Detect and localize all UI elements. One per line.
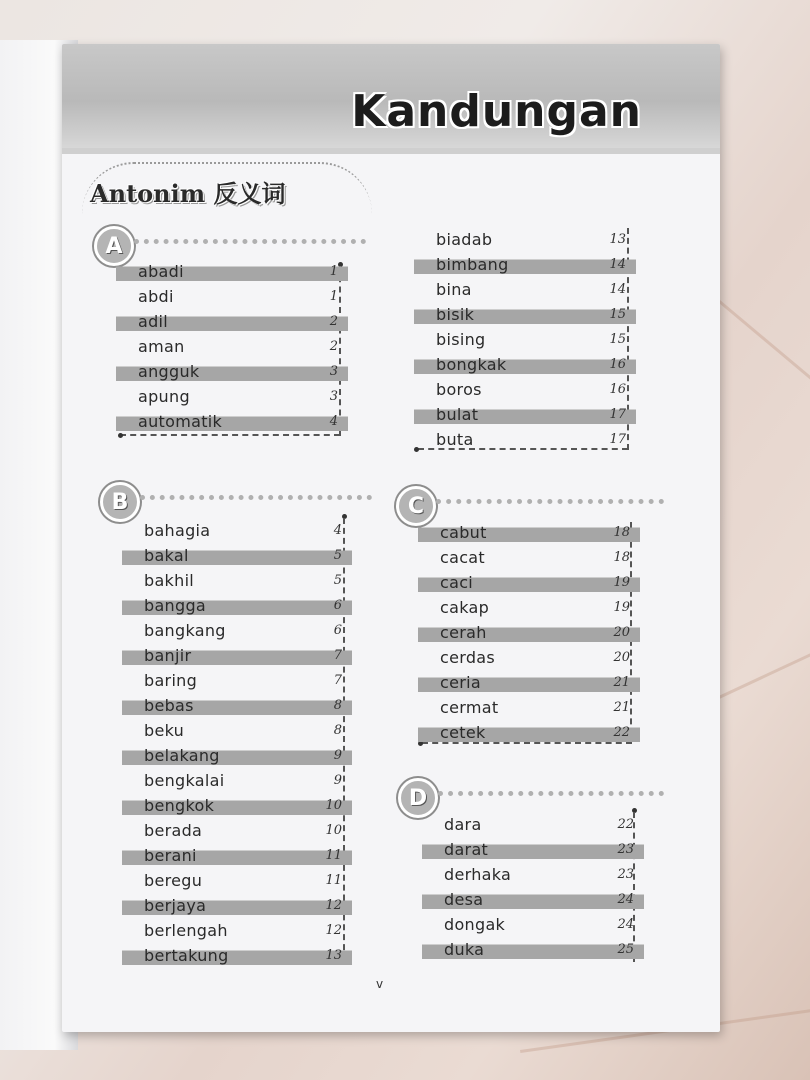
list-item[interactable]: buta 17 bbox=[436, 430, 626, 449]
list-item[interactable]: bakal 5 bbox=[122, 543, 352, 568]
list-item[interactable]: derhaka 23 bbox=[444, 865, 634, 884]
group-d-list bbox=[422, 812, 644, 962]
list-item[interactable]: bising 15 bbox=[436, 330, 626, 349]
list-item[interactable]: cetek 22 bbox=[418, 720, 640, 745]
page-title: Kandungan bbox=[351, 86, 642, 137]
letter-badge-b: B bbox=[100, 482, 140, 522]
list-item[interactable]: dongak 24 bbox=[444, 915, 634, 934]
dotted-line bbox=[134, 239, 366, 244]
list-item[interactable]: bina 14 bbox=[436, 280, 626, 299]
list-item[interactable]: berlengah 12 bbox=[144, 921, 342, 940]
list-item[interactable]: dara 22 bbox=[444, 815, 634, 834]
group-b-list bbox=[122, 518, 352, 968]
list-item[interactable]: baring 7 bbox=[144, 671, 342, 690]
list-item[interactable]: bengkok 10 bbox=[122, 793, 352, 818]
list-item[interactable]: bangkang 6 bbox=[144, 621, 342, 640]
list-item[interactable]: abdi 1 bbox=[138, 287, 338, 306]
list-item[interactable]: abadi 1 bbox=[116, 259, 348, 284]
letter-badge-a: A bbox=[94, 226, 134, 266]
list-item[interactable]: bangga 6 bbox=[122, 593, 352, 618]
list-item[interactable]: automatik 4 bbox=[116, 409, 348, 434]
page-number: v bbox=[376, 977, 384, 991]
list-item[interactable]: darat 23 bbox=[422, 837, 644, 862]
frame-border bbox=[120, 434, 340, 436]
section-title: Antonim 反义词 bbox=[90, 179, 286, 208]
list-item[interactable]: apung 3 bbox=[138, 387, 338, 406]
list-item[interactable]: duka 25 bbox=[422, 937, 644, 962]
dotted-line bbox=[436, 499, 664, 504]
list-item[interactable]: belakang 9 bbox=[122, 743, 352, 768]
list-item[interactable]: desa 24 bbox=[422, 887, 644, 912]
list-item[interactable]: bebas 8 bbox=[122, 693, 352, 718]
list-item[interactable]: beku 8 bbox=[144, 721, 342, 740]
list-item[interactable]: bengkalai 9 bbox=[144, 771, 342, 790]
list-item[interactable]: cermat 21 bbox=[440, 698, 630, 717]
marble-vein bbox=[718, 300, 810, 405]
dotted-line bbox=[140, 495, 372, 500]
marble-vein bbox=[710, 641, 810, 703]
list-item[interactable]: berjaya 12 bbox=[122, 893, 352, 918]
dotted-line bbox=[438, 791, 664, 796]
list-item[interactable]: berada 10 bbox=[144, 821, 342, 840]
group-c-list bbox=[418, 520, 640, 745]
letter-badge-c: C bbox=[396, 486, 436, 526]
list-item[interactable]: bulat 17 bbox=[414, 402, 636, 427]
list-item[interactable]: bertakung 13 bbox=[122, 943, 352, 968]
list-item[interactable]: bahagia 4 bbox=[144, 521, 342, 540]
list-item[interactable]: cerah 20 bbox=[418, 620, 640, 645]
group-a-list-right bbox=[414, 227, 636, 452]
list-item[interactable]: banjir 7 bbox=[122, 643, 352, 668]
list-item[interactable]: cacat 18 bbox=[440, 548, 630, 567]
book-page bbox=[62, 44, 720, 1032]
list-item[interactable]: beregu 11 bbox=[144, 871, 342, 890]
list-item[interactable]: biadab 13 bbox=[436, 230, 626, 249]
list-item[interactable]: aman 2 bbox=[138, 337, 338, 356]
list-item[interactable]: caci 19 bbox=[418, 570, 640, 595]
list-item[interactable]: bimbang 14 bbox=[414, 252, 636, 277]
list-item[interactable]: angguk 3 bbox=[116, 359, 348, 384]
list-item[interactable]: berani 11 bbox=[122, 843, 352, 868]
group-a-list-left bbox=[116, 259, 348, 434]
list-item[interactable]: bongkak 16 bbox=[414, 352, 636, 377]
header-banner bbox=[62, 44, 720, 154]
list-item[interactable]: cabut 18 bbox=[418, 520, 640, 545]
list-item[interactable]: cakap 19 bbox=[440, 598, 630, 617]
group-b-heading bbox=[100, 482, 380, 522]
list-item[interactable]: cerdas 20 bbox=[440, 648, 630, 667]
list-item[interactable]: ceria 21 bbox=[418, 670, 640, 695]
list-item[interactable]: adil 2 bbox=[116, 309, 348, 334]
letter-badge-d: D bbox=[398, 778, 438, 818]
list-item[interactable]: bakhil 5 bbox=[144, 571, 342, 590]
list-item[interactable]: bisik 15 bbox=[414, 302, 636, 327]
list-item[interactable]: boros 16 bbox=[436, 380, 626, 399]
